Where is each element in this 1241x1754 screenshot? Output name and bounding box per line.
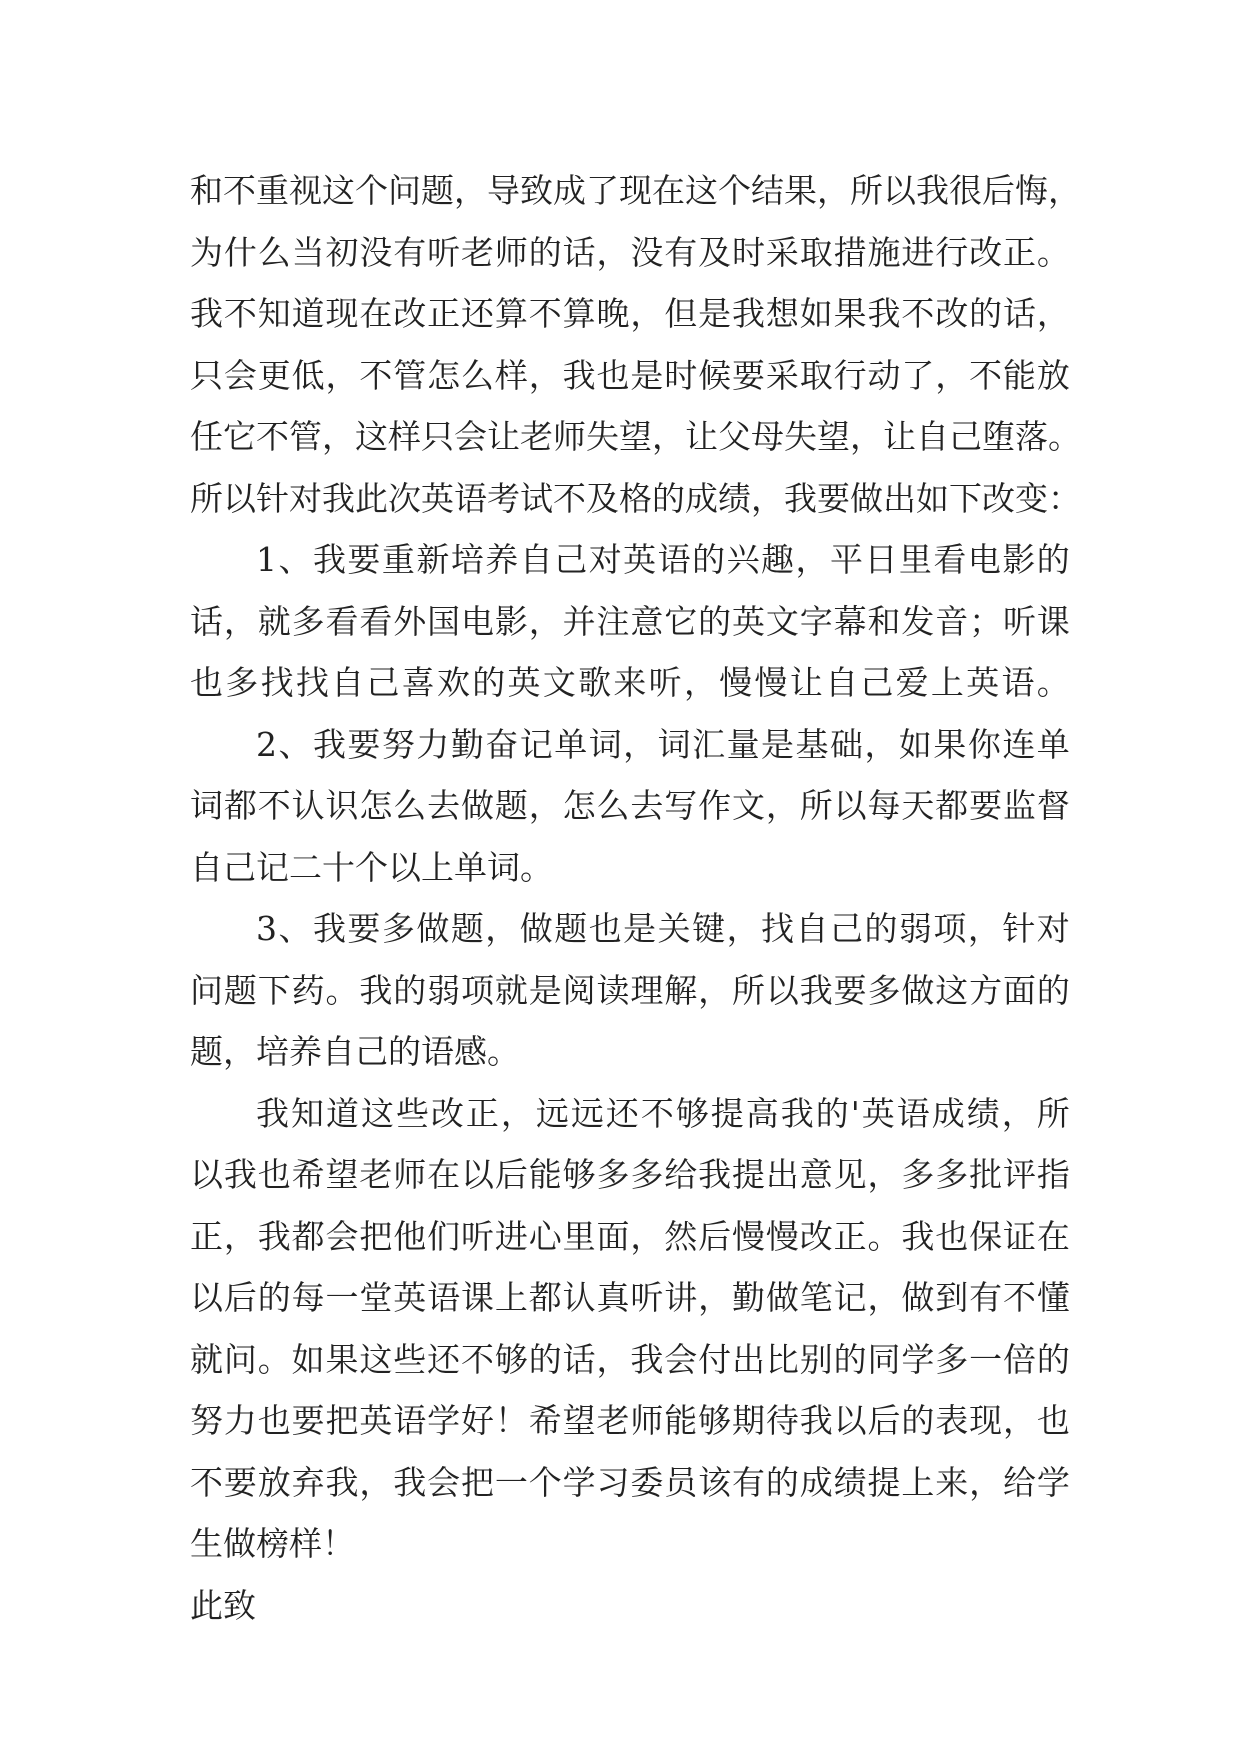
text-line: 以 后 的 每 一 堂 英 语 课 上 都 认 真 听 讲 ， 勤 做 笔 记 ， 做 到 有 不 懂: [190, 1278, 1070, 1317]
text-line: 此 致: [190, 1585, 256, 1625]
text-line: 努 力 也 要 把 英 语 学 好 ！ 希 望 老 师 能 够 期 待 我 以 后 的 表 现 ， 也: [190, 1401, 1070, 1440]
text-line: 只 会 更 低 ， 不 管 怎 么 样 ， 我 也 是 时 候 要 采 取 行 动 了 ， 不 能 放: [190, 355, 1070, 395]
text-line: 就 问 。 如 果 这 些 还 不 够 的 话 ， 我 会 付 出 比 别 的 同 学 多 一 倍 的: [190, 1339, 1070, 1379]
text-line: 1 、 我 要 重 新 培 养 自 己 对 英 语 的 兴 趣 ， 平 日 里 看 电 影 的: [256, 540, 1070, 579]
text-line: 所 以 针 对 我 此 次 英 语 考 试 不 及 格 的 成 绩 ， 我 要 做 出 如 下 改 变 ：: [190, 478, 1081, 518]
text-line: 题 ， 培 养 自 己 的 语 感 。: [190, 1032, 520, 1071]
text-line: 话 ， 就 多 看 看 外 国 电 影 ， 并 注 意 它 的 英 文 字 幕 和 发 音 ； 听 课: [190, 601, 1070, 641]
text-line: 2 、 我 要 努 力 勤 奋 记 单 词 ， 词 汇 量 是 基 础 ， 如 果 你 连 单: [256, 724, 1070, 764]
text-line: 自 己 记 二 十 个 以 上 单 词 。: [190, 847, 553, 887]
text-line: 我 知 道 这 些 改 正 ， 远 远 还 不 够 提 高 我 的 ' 英 语 成 绩 ， 所: [256, 1093, 1070, 1133]
text-line: 为 什 么 当 初 没 有 听 老 师 的 话 ， 没 有 及 时 采 取 措 施 进 行 改 正 。: [190, 232, 1070, 272]
text-line: 和 不 重 视 这 个 问 题 ， 导 致 成 了 现 在 这 个 结 果 ， 所 以 我 很 后 悔 ，: [190, 171, 1081, 210]
text-line: 我 不 知 道 现 在 改 正 还 算 不 算 晚 ， 但 是 我 想 如 果 我 不 改 的 话 ，: [190, 294, 1070, 333]
text-line: 词 都 不 认 识 怎 么 去 做 题 ， 怎 么 去 写 作 文 ， 所 以 每 天 都 要 监 督: [190, 786, 1070, 825]
text-line: 以 我 也 希 望 老 师 在 以 后 能 够 多 多 给 我 提 出 意 见 ， 多 多 批 评 指: [190, 1155, 1070, 1194]
text-line: 正 ， 我 都 会 把 他 们 听 进 心 里 面 ， 然 后 慢 慢 改 正 。 我 也 保 证 在: [190, 1216, 1070, 1256]
letter-body: [190, 160, 1081, 1636]
text-line: 问 题 下 药 。 我 的 弱 项 就 是 阅 读 理 解 ， 所 以 我 要 多 做 这 方 面 的: [190, 970, 1070, 1010]
text-line: 也 多 找 找 自 己 喜 欢 的 英 文 歌 来 听 ， 慢 慢 让 自 己 爱 上 英 语 。: [190, 663, 1070, 702]
text-line: 生 做 榜 样 ！: [190, 1524, 355, 1563]
text-line: 任 它 不 管 ， 这 样 只 会 让 老 师 失 望 ， 让 父 母 失 望 ， 让 自 己 堕 落 。: [190, 417, 1081, 456]
text-line: 不 要 放 弃 我 ， 我 会 把 一 个 学 习 委 员 该 有 的 成 绩 提 上 来 ， 给 学: [190, 1462, 1070, 1502]
text-line: 3 、 我 要 多 做 题 ， 做 题 也 是 关 键 ， 找 自 己 的 弱 项 ， 针 对: [256, 909, 1070, 948]
